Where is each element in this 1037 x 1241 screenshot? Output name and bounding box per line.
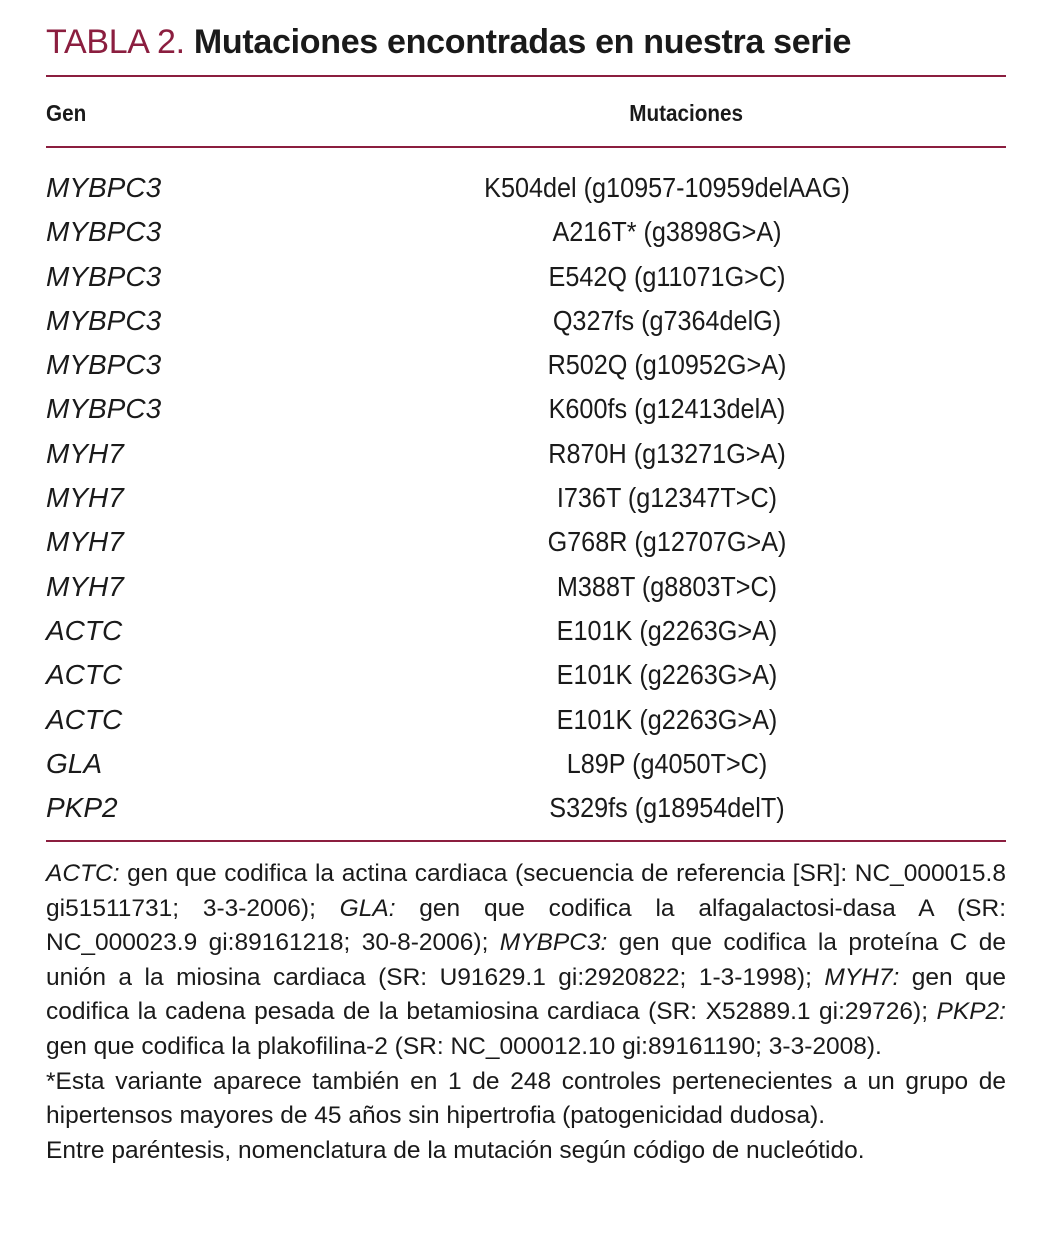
- abbr-text: gen que codifica la actina cardiaca (secuencia de referencia [SR]: NC_000015.8 gi51511731; 3-3-2006);: [46, 860, 1006, 922]
- gene-cell: MYBPC3: [46, 393, 162, 425]
- abbr-text: gen que codifica la cadena pesada de la betamiosina cardiaca (SR: X52889.1 gi:29726);: [46, 963, 1006, 1026]
- mutation-cell: A216T* (g3898G>A): [552, 216, 782, 248]
- mutation-cell: E101K (g2263G>A): [556, 703, 778, 735]
- gene-cell: ACTC: [46, 614, 123, 646]
- table-row: [46, 210, 1006, 254]
- table-row: [46, 786, 1006, 830]
- table-row: [46, 255, 1006, 299]
- mutation-cell: R870H (g13271G>A): [548, 437, 786, 469]
- abbr-term: PKP2:: [936, 998, 1006, 1026]
- gene-cell: MYBPC3: [46, 260, 162, 292]
- table-caption: Mutaciones encontradas en nuestra serie: [193, 23, 852, 61]
- table-row: [46, 520, 1006, 564]
- gene-cell: MYH7: [46, 570, 124, 602]
- mutation-cell: G768R (g12707G>A): [547, 526, 787, 558]
- table-number: TABLA 2.: [46, 23, 185, 61]
- gene-cell: ACTC: [46, 703, 123, 735]
- table-row: [46, 653, 1006, 697]
- header-divider: [46, 146, 1006, 148]
- nomenclature-note: Entre paréntesis, nomenclatura de la mutación según código de nucleótido.: [46, 1136, 865, 1164]
- table-row: [46, 432, 1006, 476]
- table-footnotes: [46, 857, 1006, 1168]
- abbr-term: ACTC:: [46, 860, 120, 887]
- table-row: [46, 387, 1006, 431]
- mutation-cell: M388T (g8803T>C): [556, 570, 778, 602]
- abbr-text: gen que codifica la proteína C de unión a la miosina cardiaca (SR: U91629.1 gi:2920822; 1-3-1998);: [46, 929, 1006, 991]
- table-row: [46, 565, 1006, 609]
- gene-cell: MYBPC3: [46, 172, 162, 203]
- mutation-cell: R502Q (g10952G>A): [547, 349, 787, 381]
- gene-cell: MYH7: [46, 437, 124, 469]
- abbreviations-note: [46, 857, 1006, 1065]
- table-title: [46, 22, 851, 62]
- abbr-term: MYBPC3:: [499, 929, 608, 957]
- table-bottom-divider: [46, 840, 1006, 842]
- gene-cell: PKP2: [46, 792, 118, 824]
- mutation-cell: K504del (g10957-10959delAAG): [484, 172, 850, 203]
- gene-cell: MYBPC3: [46, 304, 162, 336]
- table-row: [46, 698, 1006, 742]
- mutation-cell: S329fs (g18954delT): [549, 792, 785, 824]
- table-row: [46, 609, 1006, 653]
- gene-cell: MYH7: [46, 482, 124, 514]
- table-row: [46, 166, 1006, 210]
- abbr-term: MYH7:: [824, 963, 900, 991]
- gene-cell: MYBPC3: [46, 349, 162, 381]
- table-row: [46, 299, 1006, 343]
- gene-cell: MYH7: [46, 526, 124, 558]
- gene-cell: ACTC: [46, 659, 123, 691]
- title-divider: [46, 75, 1006, 77]
- mutation-cell: E101K (g2263G>A): [556, 659, 778, 691]
- table-row: [46, 742, 1006, 786]
- gene-cell: MYBPC3: [46, 216, 162, 248]
- mutation-cell: I736T (g12347T>C): [556, 482, 778, 514]
- mutation-cell: Q327fs (g7364delG): [552, 304, 782, 336]
- column-header-mutation: Mutaciones: [629, 100, 744, 126]
- abbr-text: gen que codifica la alfagalactosi-dasa A (SR: NC_000023.9 gi:89161218; 30-8-2006);: [46, 894, 1006, 957]
- mutation-cell: E101K (g2263G>A): [556, 614, 778, 646]
- mutation-cell: E542Q (g11071G>C): [548, 260, 786, 292]
- abbr-term: GLA:: [339, 894, 396, 922]
- table-row: [46, 343, 1006, 387]
- mutation-cell: L89P (g4050T>C): [566, 747, 768, 779]
- column-header-gene: Gen: [46, 100, 87, 126]
- table-row: [46, 476, 1006, 520]
- table-body: [46, 166, 1006, 830]
- gene-cell: GLA: [46, 747, 103, 779]
- asterisk-note: *Esta variante aparece también en 1 de 248 controles pertenecientes a un grupo de hipertensos mayores de 45 años sin hipertrofia (patogenicidad dudosa).: [46, 1067, 1006, 1130]
- abbr-text: gen que codifica la plakofilina-2 (SR: NC_000012.10 gi:89161190; 3-3-2008).: [46, 1032, 882, 1060]
- mutation-cell: K600fs (g12413delA): [548, 393, 786, 425]
